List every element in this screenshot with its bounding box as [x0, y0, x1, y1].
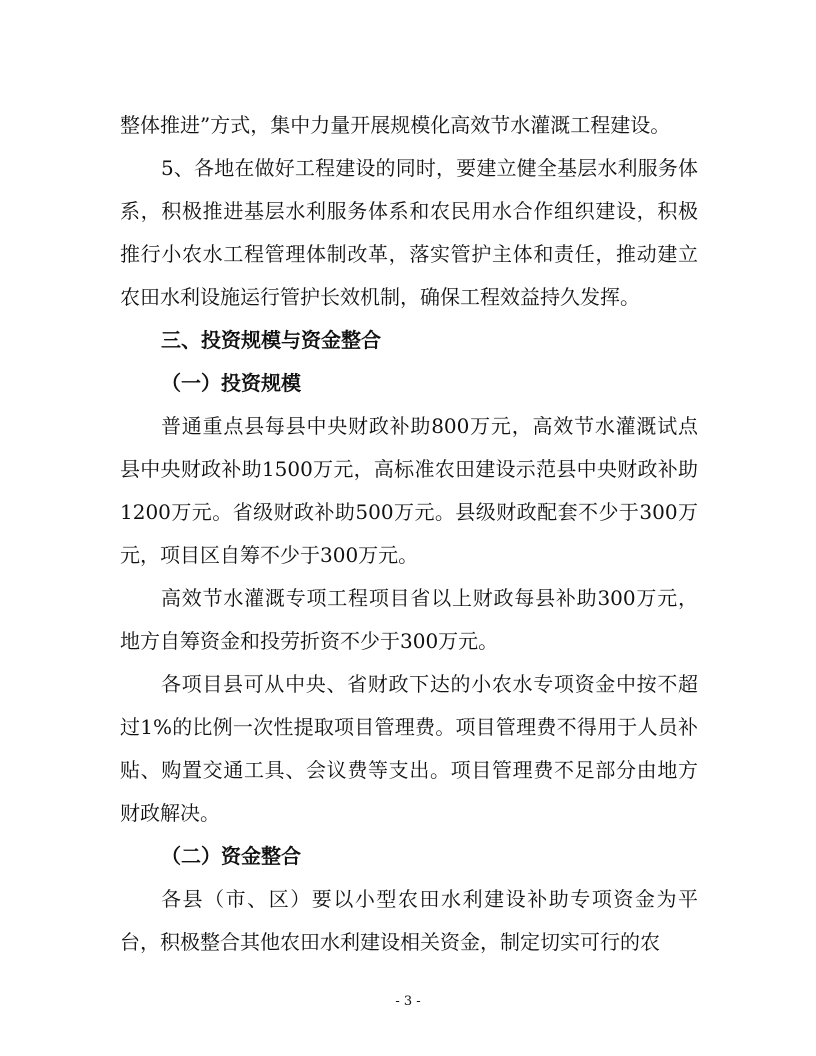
paragraph-management-fee: 各项目县可从中央、省财政下达的小农水专项资金中按不超过1%的比例一次性提取项目管理费。项目管理费不得用于人员补贴、购置交通工具、会议费等支出。项目管理费不足部分由地方财政解决。 [120, 672, 698, 825]
paragraph-funding-integration: 各县（市、区）要以小型农田水利建设补助专项资金为平台，积极整合其他农田水利建设相关资金，制定切实可行的农 [120, 887, 698, 954]
section-heading-investment-and-funding: 三、投资规模与资金整合 [161, 328, 381, 352]
paragraph-item-5: 5、各地在做好工程建设的同时，要建立健全基层水利服务体系，积极推进基层水利服务体系和农民用水合作组织建设，积极推行小农水工程管理体制改革，落实管护主体和责任，推动建立农田水利设施运行管护长效机制，确保工程效益持久发挥。 [120, 156, 698, 309]
document-body [120, 104, 698, 964]
subsection-heading-investment-scale: （一）投资规模 [161, 371, 301, 395]
paragraph-continuation: 整体推进”方式，集中力量开展规模化高效节水灌溉工程建设。 [120, 113, 671, 137]
subsection-heading-funding-integration: （二）资金整合 [161, 844, 301, 868]
paragraph-investment-scale-subsidies: 普通重点县每县中央财政补助800万元，高效节水灌溉试点县中央财政补助1500万元，高标准农田建设示范县中央财政补助1200万元。省级财政补助500万元。县级财政配套不少于300万元，项目区自筹不少于300万元。 [120, 414, 698, 567]
page-number: - 3 - [395, 994, 421, 1009]
paragraph-water-saving-irrigation-subsidy: 高效节水灌溉专项工程项目省以上财政每县补助300万元，地方自筹资金和投劳折资不少于300万元。 [120, 586, 698, 653]
